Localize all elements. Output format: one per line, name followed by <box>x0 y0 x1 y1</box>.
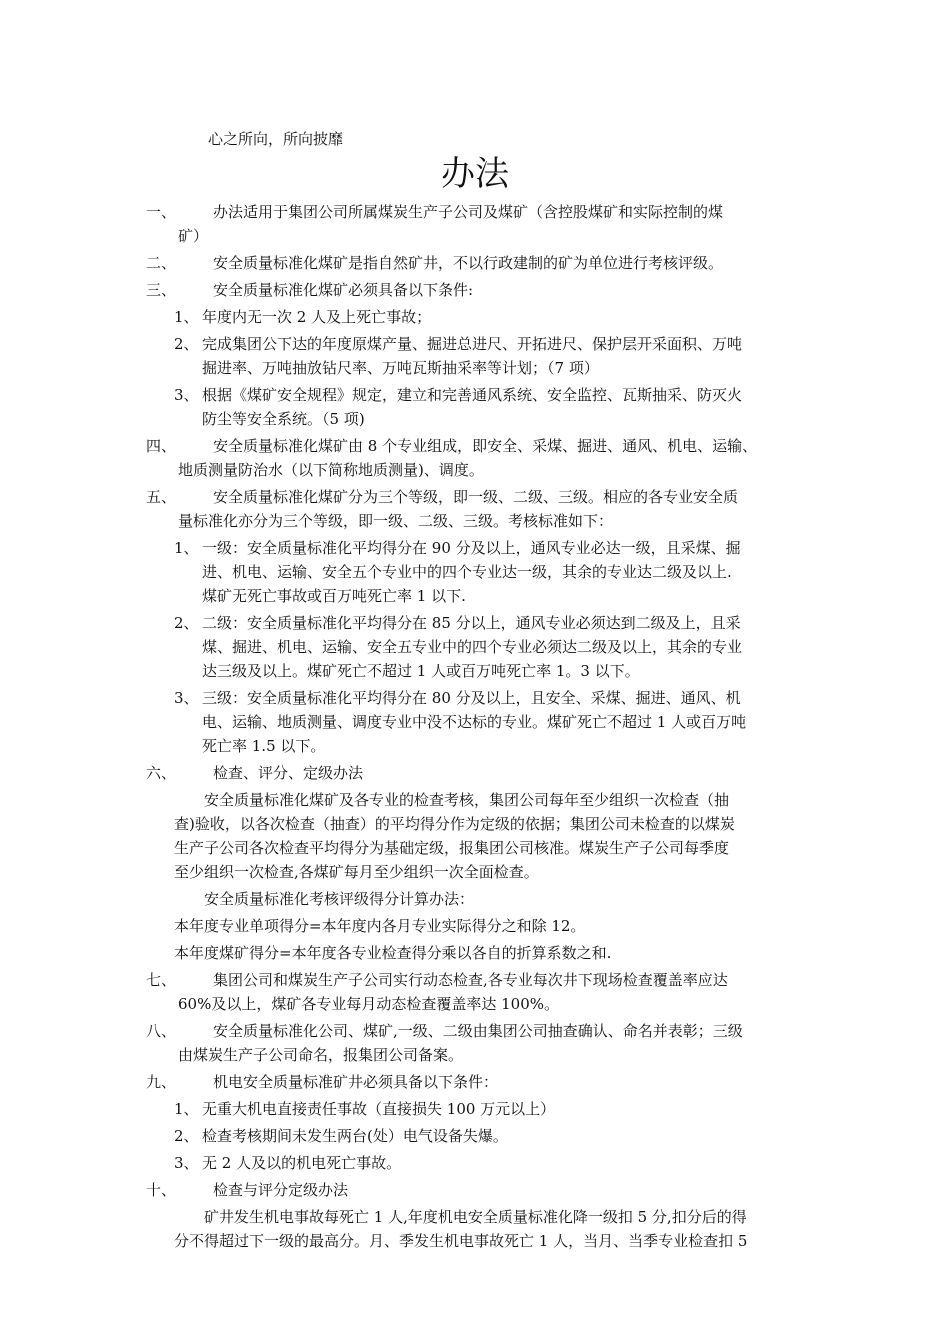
item-number: 3、 <box>174 386 199 404</box>
item-text: 死亡率 1.5 以下。 <box>202 737 326 755</box>
section-8 <box>146 1019 811 1067</box>
section-text: 安全质量标准化煤矿必须具备以下条件: <box>213 281 474 299</box>
paragraph <box>146 1205 811 1253</box>
paragraph-line: 查)验收，以各次检查（抽查）的平均得分作为定级的依据；集团公司未检查的以煤炭 <box>174 815 735 833</box>
section-number: 四、 <box>146 437 177 455</box>
section-text: 机电安全质量标准矿井必须具备以下条件： <box>213 1073 499 1091</box>
section-text: 安全质量标准化煤矿分为三个等级，即一级、二级、三级。相应的各专业安全质 <box>213 488 739 506</box>
list-item <box>146 332 811 380</box>
list-item <box>146 536 811 608</box>
item-number: 3、 <box>174 689 199 707</box>
section-text: 安全质量标准化煤矿是指自然矿井，不以行政建制的矿为单位进行考核评级。 <box>213 254 724 272</box>
item-text: 达三级及以上。煤矿死亡不超过 1 人或百万吨死亡率 1。3 以下。 <box>202 662 640 680</box>
item-text: 二级：安全质量标准化平均得分在 85 分以上，通风专业必须达到二级及上，且采 <box>202 614 741 632</box>
document-title: 办法 <box>441 154 509 194</box>
list-item <box>146 305 811 329</box>
item-text: 无重大机电直接责任事故（直接损失 100 万元以上） <box>202 1100 556 1118</box>
section-text: 检查与评分定级办法 <box>213 1181 349 1199</box>
section-10 <box>146 1178 811 1202</box>
section-number: 八、 <box>146 1022 177 1040</box>
item-number: 2、 <box>174 1127 199 1145</box>
item-number: 2、 <box>174 335 199 353</box>
list-item <box>146 1124 811 1148</box>
item-number: 1、 <box>174 539 199 557</box>
paragraph-line: 矿井发生机电事故每死亡 1 人,年度机电安全质量标准化降一级扣 5 分,扣分后的得 <box>174 1208 747 1226</box>
paragraph-line: 分不得超过下一级的最高分。月、季发生机电事故死亡 1 人，当月、当季专业检查扣 5 <box>174 1232 748 1250</box>
section-text: 矿） <box>178 227 209 245</box>
item-text: 掘进率、万吨抽放钻尺率、万吨瓦斯抽采率等计划；（7 项） <box>202 359 599 377</box>
document-body <box>146 200 811 1256</box>
paragraph-line: 生产子公司各次检查平均得分为基础定级，报集团公司核准。煤炭生产子公司每季度 <box>174 839 730 857</box>
section-3 <box>146 278 811 302</box>
item-text: 煤、掘进、机电、运输、安全五专业中的四个专业必须达二级及以上，其余的专业 <box>202 638 743 656</box>
paragraph <box>146 887 811 911</box>
section-7 <box>146 968 811 1016</box>
item-number: 3、 <box>174 1154 199 1172</box>
paragraph-line: 安全质量标准化煤矿及各专业的检查考核，集团公司每年至少组织一次检查（抽 <box>174 791 730 809</box>
item-text: 无 2 人及以的机电死亡事故。 <box>202 1154 402 1172</box>
item-number: 2、 <box>174 614 199 632</box>
section-number: 二、 <box>146 254 177 272</box>
item-text: 三级：安全质量标准化平均得分在 80 分及以上，且安全、采煤、掘进、通风、机 <box>202 689 741 707</box>
section-6 <box>146 761 811 785</box>
section-text: 办法适用于集团公司所属煤炭生产子公司及煤矿（含控股煤矿和实际控制的煤 <box>213 203 724 221</box>
paragraph <box>146 941 811 965</box>
item-text: 进、机电、运输、安全五个专业中的四个专业达一级，其余的专业达二级及以上. <box>202 563 732 581</box>
section-5 <box>146 485 811 533</box>
item-text: 根据《煤矿安全规程》规定，建立和完善通风系统、安全监控、瓦斯抽采、防灭火 <box>202 386 743 404</box>
section-text: 集团公司和煤炭生产子公司实行动态检查,各专业每次井下现场检查覆盖率应达 <box>213 971 728 989</box>
paragraph <box>146 788 811 884</box>
item-text: 完成集团公下达的年度原煤产量、掘进总进尺、开拓进尺、保护层开采面积、万吨 <box>202 335 743 353</box>
section-text: 量标准化亦分为三个等级，即一级、二级、三级。考核标准如下： <box>178 512 614 530</box>
page-header: 心之所向，所向披靡 <box>208 130 344 148</box>
item-text: 年度内无一次 2 人及上死亡事故； <box>202 308 432 326</box>
section-9 <box>146 1070 811 1094</box>
paragraph-line: 本年度煤矿得分=本年度各专业检查得分乘以各自的折算系数之和. <box>174 944 612 962</box>
item-text: 电、运输、地质测量、调度专业中没不达标的专业。煤矿死亡不超过 1 人或百万吨 <box>202 713 747 731</box>
section-number: 十、 <box>146 1181 177 1199</box>
list-item <box>146 383 811 431</box>
section-text: 安全质量标准化公司、煤矿,一级、二级由集团公司抽查确认、命名并表彰；三级 <box>213 1022 743 1040</box>
section-text: 由煤炭生产子公司命名，报集团公司备案。 <box>178 1046 464 1064</box>
section-number: 一、 <box>146 203 177 221</box>
section-text: 60%及以上，煤矿各专业每月动态检查覆盖率达 100%。 <box>178 995 559 1013</box>
section-4 <box>146 434 811 482</box>
section-number: 三、 <box>146 281 177 299</box>
section-text: 地质测量防治水（以下简称地质测量)、调度。 <box>178 461 484 479</box>
item-text: 一级：安全质量标准化平均得分在 90 分及以上，通风专业必达一级，且采煤、掘 <box>202 539 741 557</box>
section-1 <box>146 200 811 248</box>
item-text: 检查考核期间未发生两台(处）电气设备失爆。 <box>202 1127 508 1145</box>
item-text: 煤矿无死亡事故或百万吨死亡率 1 以下. <box>202 587 466 605</box>
section-text: 安全质量标准化煤矿由 8 个专业组成，即安全、采煤、掘进、通风、机电、运输、 <box>213 437 758 455</box>
paragraph <box>146 914 811 938</box>
section-number: 六、 <box>146 764 177 782</box>
section-text: 检查、评分、定级办法 <box>213 764 364 782</box>
item-number: 1、 <box>174 308 199 326</box>
item-number: 1、 <box>174 1100 199 1118</box>
list-item <box>146 1151 811 1175</box>
list-item <box>146 1097 811 1121</box>
item-text: 防尘等安全系统。（5 项) <box>202 410 365 428</box>
paragraph-line: 至少组织一次检查,各煤矿每月至少组织一次全面检查。 <box>174 863 539 881</box>
paragraph-line: 本年度专业单项得分=本年度内各月专业实际得分之和除 12。 <box>174 917 586 935</box>
section-number: 五、 <box>146 488 177 506</box>
section-number: 七、 <box>146 971 177 989</box>
list-item <box>146 686 811 758</box>
section-2 <box>146 251 811 275</box>
list-item <box>146 611 811 683</box>
paragraph-line: 安全质量标准化考核评级得分计算办法： <box>174 890 475 908</box>
section-number: 九、 <box>146 1073 177 1091</box>
